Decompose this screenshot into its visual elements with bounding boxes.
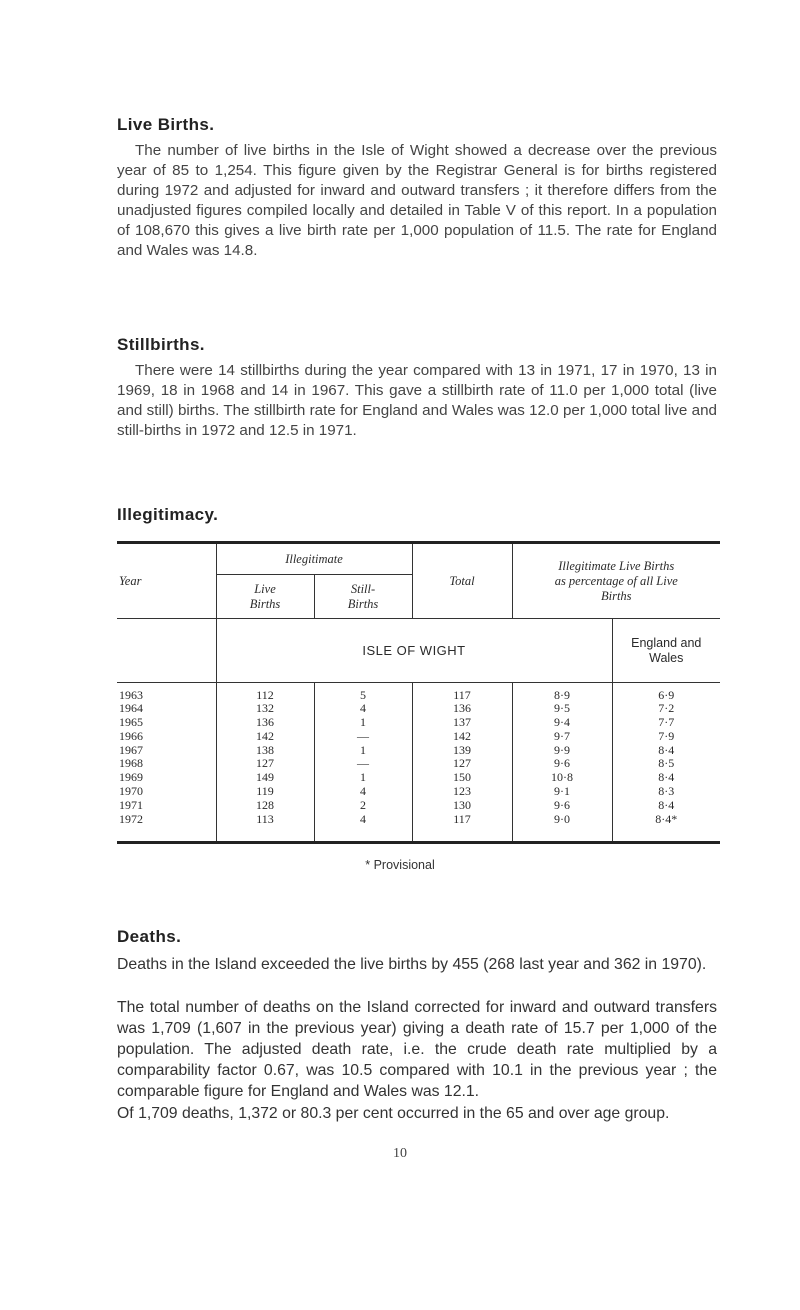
- table-row: 1965 136 1 137 9·4 7·7: [117, 716, 720, 730]
- header-live-births: Live Births: [216, 575, 314, 619]
- table-row: 1972 113 4 117 9·0 8·4*: [117, 813, 720, 827]
- live-births-paragraph: The number of live births in the Isle of Wight showed a decrease over the previous year of 85 to 1,254. This figure given by the Registrar General is for births registered during 1972 and adjusted for inward and outward transfers ; it therefore differs from the unadjusted figures compiled locally and detailed in Table V of this report. In a population of 108,670 this gives a live birth rate per 1,000 population of 11.5. The rate for England and Wales was 14.8.: [117, 142, 717, 259]
- provisional-footnote: * Provisional: [365, 858, 435, 872]
- header-percentage: Illegitimate Live Births as percentage of all Live Births: [512, 543, 720, 619]
- table-row: 1963 112 5 117 8·9 6·9: [117, 689, 720, 703]
- illegitimacy-heading: Illegitimacy.: [117, 505, 219, 524]
- table-row: 1970 119 4 123 9·1 8·3: [117, 785, 720, 799]
- table-row: 1967 138 1 139 9·9 8·4: [117, 744, 720, 758]
- table-header-row: [117, 543, 720, 575]
- table-row: 1966 142 — 142 9·7 7·9: [117, 730, 720, 744]
- header-year: Year: [119, 573, 142, 588]
- section-england-wales: England and Wales: [612, 619, 720, 683]
- stillbirths-heading: Stillbirths.: [117, 335, 205, 354]
- header-still-births: Still-Births: [314, 575, 412, 619]
- deaths-paragraph-1: Deaths in the Island exceeded the live births by 455 (268 last year and 362 in 1970).: [117, 956, 707, 973]
- section-isle-of-wight: ISLE OF WIGHT: [216, 619, 612, 683]
- table-row: 1964 132 4 136 9·5 7·2: [117, 702, 720, 716]
- table-section-row: [117, 619, 720, 683]
- live-births-heading: Live Births.: [117, 115, 215, 134]
- header-illegitimate: Illegitimate: [216, 543, 412, 575]
- deaths-heading: Deaths.: [117, 927, 182, 946]
- illegitimacy-table: [117, 541, 720, 844]
- header-total: Total: [412, 543, 512, 619]
- deaths-paragraph-3: Of 1,709 deaths, 1,372 or 80.3 per cent occurred in the 65 and over age group.: [117, 1105, 670, 1122]
- page-number: 10: [393, 1146, 407, 1161]
- stillbirths-paragraph: There were 14 stillbirths during the year compared with 13 in 1971, 17 in 1970, 13 in 1969, 18 in 1968 and 14 in 1967. This gave a stillbirth rate of 11.0 per 1,000 total (live and still) births. The stillbirth rate for England and Wales was 12.0 per 1,000 total live and still-births in 1972 and 12.5 in 1971.: [117, 362, 717, 439]
- deaths-paragraph-2: The total number of deaths on the Island corrected for inward and outward transfers was 1,709 (1,607 in the previous year) giving a death rate of 15.7 per 1,000 of the population. The adjusted death rate, i.e. the crude death rate multiplied by a comparability factor 0.67, was 10.5 compared with 10.1 in the previous year ; the comparable figure for England and Wales was 12.1.: [117, 999, 717, 1100]
- table-row: 1971 128 2 130 9·6 8·4: [117, 799, 720, 813]
- table-row: 1969 149 1 150 10·8 8·4: [117, 771, 720, 785]
- table-row: 1968 127 — 127 9·6 8·5: [117, 757, 720, 771]
